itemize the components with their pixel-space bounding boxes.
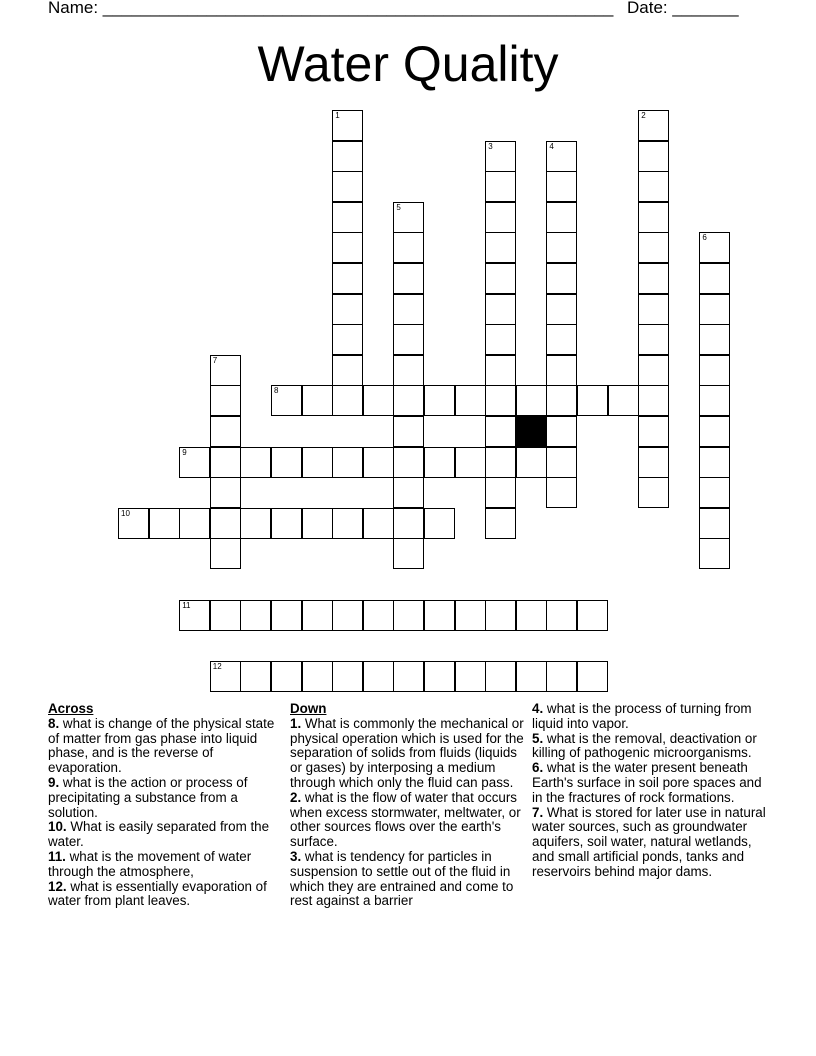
grid-cell[interactable] bbox=[485, 324, 516, 355]
clue-text: what is the process of turning from liquid into vapor. bbox=[532, 701, 752, 731]
clue-text: what is the action or process of precipitating a substance from a solution. bbox=[48, 774, 248, 820]
grid-cell[interactable] bbox=[516, 385, 547, 416]
clue-number: 1. bbox=[290, 715, 302, 731]
across-clues bbox=[48, 702, 280, 909]
clue-item bbox=[532, 702, 772, 732]
cell-number: 12 bbox=[212, 661, 222, 671]
clue-text: what is the movement of water through the atmosphere, bbox=[48, 848, 252, 879]
clue-number: 8. bbox=[48, 715, 60, 731]
clue-text: what is the water present beneath Earth's surface in soil pore spaces and in the fractures of rock formations. bbox=[532, 760, 762, 805]
grid-cell[interactable] bbox=[393, 538, 424, 569]
grid-cell[interactable] bbox=[332, 355, 363, 386]
grid-cell[interactable] bbox=[302, 447, 333, 478]
cell-number: 1 bbox=[335, 111, 340, 120]
grid-cell[interactable] bbox=[179, 447, 210, 478]
grid-cell[interactable] bbox=[638, 355, 669, 386]
grid-cell[interactable] bbox=[455, 661, 486, 692]
grid-cell[interactable] bbox=[516, 447, 547, 478]
grid-cell[interactable] bbox=[393, 447, 424, 478]
grid-cell[interactable] bbox=[210, 538, 241, 569]
grid-cell[interactable] bbox=[271, 661, 302, 692]
grid-cell[interactable] bbox=[455, 600, 486, 631]
grid-cell[interactable] bbox=[302, 385, 333, 416]
grid-cell[interactable] bbox=[638, 324, 669, 355]
grid-cell[interactable] bbox=[118, 508, 149, 539]
grid-cell[interactable] bbox=[455, 385, 486, 416]
date-field-label: Date: _______ bbox=[627, 0, 739, 17]
black-square bbox=[516, 416, 547, 447]
clue-text: what is essentially evaporation of water from plant leaves. bbox=[48, 878, 267, 909]
grid-cell[interactable] bbox=[393, 661, 424, 692]
clue-number: 7. bbox=[532, 804, 544, 820]
grid-cell[interactable] bbox=[363, 385, 394, 416]
down-list bbox=[290, 717, 526, 909]
grid-cell[interactable] bbox=[363, 447, 394, 478]
clue-item bbox=[48, 776, 280, 820]
grid-cell[interactable] bbox=[638, 202, 669, 233]
clue-item bbox=[48, 880, 280, 910]
grid-cell[interactable] bbox=[393, 324, 424, 355]
cell-number: 3 bbox=[488, 141, 493, 151]
cell-number: 4 bbox=[549, 141, 554, 151]
grid-cell[interactable] bbox=[485, 661, 516, 692]
cell-number: 9 bbox=[182, 447, 187, 457]
grid-cell[interactable] bbox=[393, 477, 424, 508]
grid-cell[interactable] bbox=[638, 294, 669, 325]
grid-cell[interactable] bbox=[332, 385, 363, 416]
page-title: Water Quality bbox=[257, 36, 559, 92]
grid-cell[interactable] bbox=[485, 202, 516, 233]
grid-cell[interactable] bbox=[332, 232, 363, 263]
grid-cell[interactable] bbox=[638, 263, 669, 294]
clue-text: what is the flow of water that occurs when excess stormwater, meltwater, or other sources flows over the earth's surface. bbox=[290, 789, 521, 850]
grid-cell[interactable] bbox=[485, 171, 516, 202]
cell-number: 6 bbox=[702, 233, 707, 243]
grid-cell[interactable] bbox=[424, 385, 455, 416]
clue-number: 11. bbox=[48, 848, 66, 864]
grid-cell[interactable] bbox=[210, 385, 241, 416]
name-field-label: Name: ______________________________________________________ bbox=[48, 0, 614, 17]
grid-cell[interactable] bbox=[455, 447, 486, 478]
grid-cell[interactable] bbox=[638, 447, 669, 478]
grid-cell[interactable] bbox=[546, 324, 577, 355]
grid-cell[interactable] bbox=[546, 477, 577, 508]
clue-item bbox=[48, 820, 280, 850]
down-heading: Down bbox=[290, 701, 327, 716]
clue-number: 4. bbox=[532, 701, 544, 716]
grid-cell[interactable] bbox=[638, 477, 669, 508]
grid-cell[interactable] bbox=[332, 294, 363, 325]
grid-cell[interactable] bbox=[363, 661, 394, 692]
grid-cell[interactable] bbox=[332, 600, 363, 631]
clue-text: What is commonly the mechanical or physical operation which is used for the separation of solids from fluids (liquids or gases) by interposing a medium through which only the fluid can pass. bbox=[290, 715, 524, 790]
grid-cell[interactable] bbox=[302, 661, 333, 692]
grid-cell[interactable] bbox=[577, 600, 608, 631]
down-clues-continued bbox=[532, 702, 772, 880]
grid-cell[interactable] bbox=[699, 232, 730, 263]
clue-number: 10. bbox=[48, 819, 67, 835]
grid-cell[interactable] bbox=[332, 110, 363, 141]
clue-text: What is easily separated from the water. bbox=[48, 819, 270, 850]
grid-cell[interactable] bbox=[546, 294, 577, 325]
grid-cell[interactable] bbox=[271, 600, 302, 631]
clue-number: 5. bbox=[532, 730, 544, 746]
clue-item bbox=[290, 850, 526, 909]
grid-cell[interactable] bbox=[393, 600, 424, 631]
grid-cell[interactable] bbox=[210, 477, 241, 508]
grid-cell[interactable] bbox=[485, 263, 516, 294]
grid-cell[interactable] bbox=[699, 263, 730, 294]
cell-number: 7 bbox=[212, 355, 218, 365]
grid-cell[interactable] bbox=[546, 171, 577, 202]
grid-cell[interactable] bbox=[699, 324, 730, 355]
grid-cell[interactable] bbox=[546, 263, 577, 294]
grid-cell[interactable] bbox=[271, 385, 302, 416]
grid-cell[interactable] bbox=[332, 171, 363, 202]
grid-cell[interactable] bbox=[699, 477, 730, 508]
grid-cell[interactable] bbox=[546, 202, 577, 233]
grid-cell[interactable] bbox=[424, 661, 455, 692]
cell-number: 5 bbox=[396, 202, 401, 212]
grid-cell[interactable] bbox=[638, 416, 669, 447]
clue-item bbox=[48, 717, 280, 776]
grid-cell[interactable] bbox=[363, 600, 394, 631]
grid-cell[interactable] bbox=[424, 508, 455, 539]
clue-number: 9. bbox=[48, 774, 60, 790]
clue-item bbox=[290, 791, 526, 850]
grid-cell[interactable] bbox=[363, 508, 394, 539]
grid-cell[interactable] bbox=[485, 416, 516, 447]
grid-cell[interactable] bbox=[393, 294, 424, 325]
clue-number: 2. bbox=[290, 789, 302, 805]
grid-cell[interactable] bbox=[699, 538, 730, 569]
grid-cell[interactable] bbox=[240, 508, 271, 539]
grid-cell[interactable] bbox=[393, 508, 424, 539]
grid-cell[interactable] bbox=[332, 508, 363, 539]
clue-text: what is the removal, deactivation or killing of pathogenic microorganisms. bbox=[532, 730, 757, 761]
grid-cell[interactable] bbox=[546, 385, 577, 416]
grid-cell[interactable] bbox=[424, 447, 455, 478]
grid-cell[interactable] bbox=[699, 294, 730, 325]
grid-cell[interactable] bbox=[424, 600, 455, 631]
grid-cell[interactable] bbox=[699, 355, 730, 386]
grid-cell[interactable] bbox=[485, 477, 516, 508]
clue-item bbox=[532, 732, 772, 762]
cell-number: 2 bbox=[641, 111, 646, 120]
grid-cell[interactable] bbox=[332, 661, 363, 692]
grid-cell[interactable] bbox=[210, 508, 241, 539]
grid-cell[interactable] bbox=[638, 110, 669, 141]
grid-cell[interactable] bbox=[210, 355, 241, 386]
grid-cell[interactable] bbox=[638, 141, 669, 172]
grid-cell[interactable] bbox=[546, 355, 577, 386]
down-clues bbox=[290, 702, 526, 909]
grid-cell[interactable] bbox=[240, 661, 271, 692]
clue-item bbox=[290, 717, 526, 791]
grid-cell[interactable] bbox=[638, 385, 669, 416]
grid-cell[interactable] bbox=[332, 324, 363, 355]
grid-cell[interactable] bbox=[608, 385, 639, 416]
grid-cell[interactable] bbox=[240, 600, 271, 631]
grid-cell[interactable] bbox=[699, 508, 730, 539]
clue-text: what is change of the physical state of matter from gas phase into liquid phase, and is the reverse of evaporation. bbox=[48, 715, 275, 776]
grid-cell[interactable] bbox=[393, 263, 424, 294]
grid-cell[interactable] bbox=[516, 600, 547, 631]
grid-cell[interactable] bbox=[546, 232, 577, 263]
clue-text: What is stored for later use in natural water sources, such as groundwater aquifers, soil water, natural wetlands, and small artificial ponds, tanks and reservoirs behind major dams. bbox=[532, 804, 766, 879]
grid-cell[interactable] bbox=[240, 447, 271, 478]
grid-cell[interactable] bbox=[638, 171, 669, 202]
grid-cell[interactable] bbox=[485, 141, 516, 172]
grid-cell[interactable] bbox=[210, 661, 241, 692]
grid-cell[interactable] bbox=[485, 508, 516, 539]
grid-cell[interactable] bbox=[271, 508, 302, 539]
grid-cell[interactable] bbox=[485, 447, 516, 478]
grid-cell[interactable] bbox=[638, 232, 669, 263]
grid-cell[interactable] bbox=[546, 416, 577, 447]
grid-cell[interactable] bbox=[546, 141, 577, 172]
grid-cell[interactable] bbox=[179, 508, 210, 539]
grid-cell[interactable] bbox=[393, 416, 424, 447]
grid-cell[interactable] bbox=[393, 202, 424, 233]
grid-cell[interactable] bbox=[699, 416, 730, 447]
grid-cell[interactable] bbox=[485, 385, 516, 416]
grid-cell[interactable] bbox=[516, 661, 547, 692]
grid-cell[interactable] bbox=[485, 232, 516, 263]
grid-cell[interactable] bbox=[302, 600, 333, 631]
grid-cell[interactable] bbox=[699, 385, 730, 416]
clue-number: 12. bbox=[48, 878, 67, 894]
grid-cell[interactable] bbox=[332, 202, 363, 233]
clue-item bbox=[48, 850, 280, 880]
grid-cell[interactable] bbox=[577, 385, 608, 416]
cell-number: 10 bbox=[121, 508, 130, 518]
grid-cell[interactable] bbox=[332, 447, 363, 478]
grid-cell[interactable] bbox=[546, 600, 577, 631]
grid-cell[interactable] bbox=[485, 600, 516, 631]
grid-cell[interactable] bbox=[393, 232, 424, 263]
grid-cell[interactable] bbox=[149, 508, 180, 539]
clue-number: 6. bbox=[532, 760, 544, 776]
grid-cell[interactable] bbox=[485, 355, 516, 386]
grid-cell[interactable] bbox=[332, 141, 363, 172]
clue-item bbox=[532, 761, 772, 805]
grid-cell[interactable] bbox=[179, 600, 210, 631]
grid-cell[interactable] bbox=[699, 447, 730, 478]
grid-cell[interactable] bbox=[210, 416, 241, 447]
grid-cell[interactable] bbox=[332, 263, 363, 294]
grid-cell[interactable] bbox=[271, 447, 302, 478]
cell-number: 8 bbox=[274, 386, 279, 396]
grid-cell[interactable] bbox=[485, 294, 516, 325]
down-list-continued bbox=[532, 702, 772, 880]
grid-cell[interactable] bbox=[210, 600, 241, 631]
grid-cell[interactable] bbox=[210, 447, 241, 478]
clue-number: 3. bbox=[290, 848, 302, 864]
grid-cell[interactable] bbox=[393, 385, 424, 416]
grid-cell[interactable] bbox=[546, 661, 577, 692]
clue-item bbox=[532, 806, 772, 880]
grid-cell[interactable] bbox=[393, 355, 424, 386]
grid-cell[interactable] bbox=[546, 447, 577, 478]
grid-cell[interactable] bbox=[577, 661, 608, 692]
across-heading: Across bbox=[48, 701, 94, 716]
across-list bbox=[48, 717, 280, 909]
clue-text: what is tendency for particles in suspension to settle out of the fluid in which they are entrained and come to rest against a barrier bbox=[290, 848, 514, 909]
grid-cell[interactable] bbox=[302, 508, 333, 539]
cell-number: 11 bbox=[182, 600, 191, 610]
